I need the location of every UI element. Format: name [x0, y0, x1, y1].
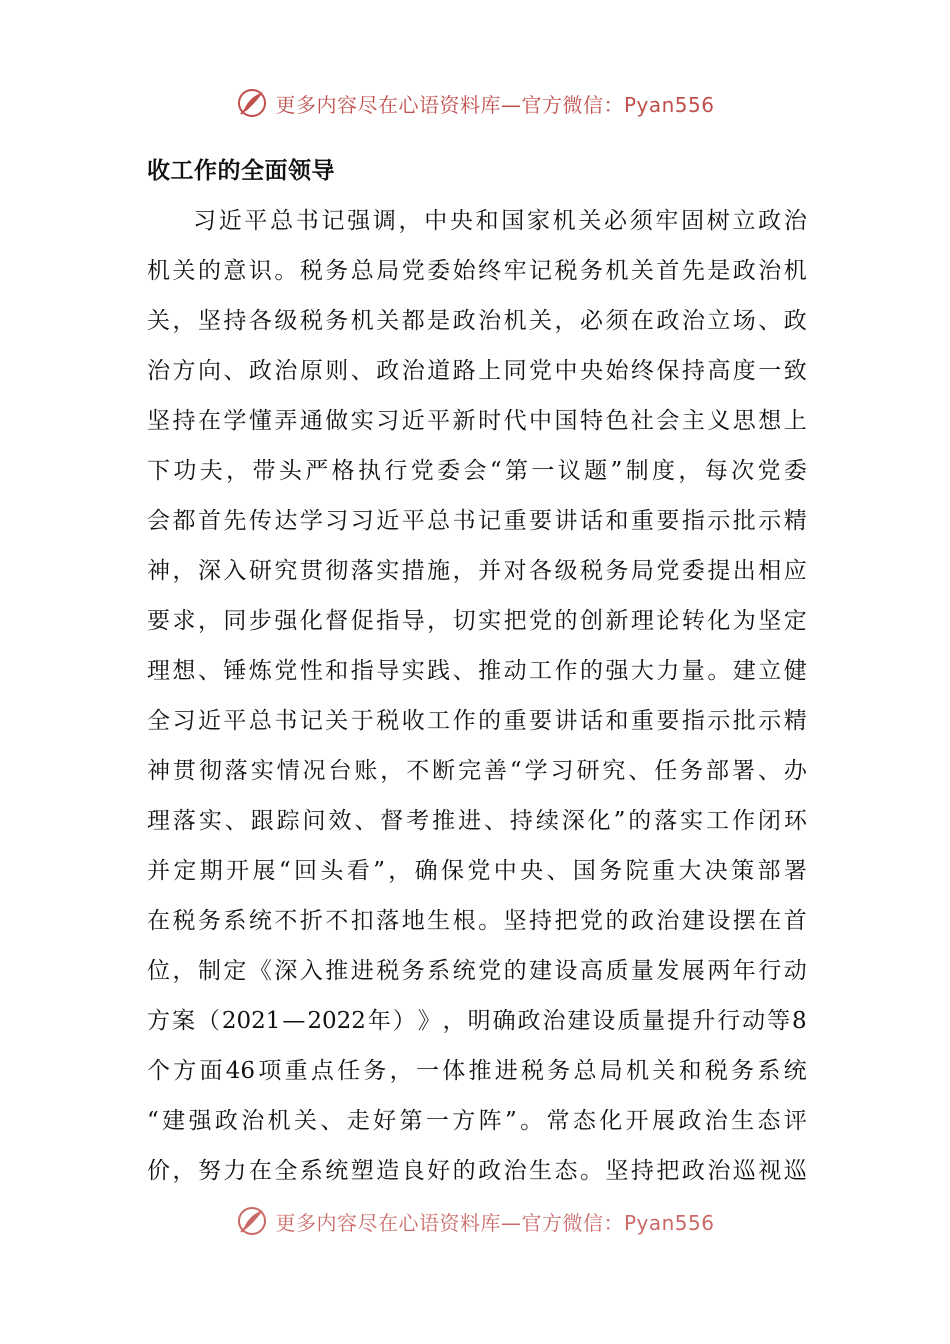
text-line: 神 贯 彻 落 实 情 况 台 账 ， 不 断 完 善 “ 学 习 研 究 、 任 务 部 署 、 办: [147, 758, 807, 784]
text-line: 习 近 平 总 书 记 强 调 ， 中 央 和 国 家 机 关 必 须 牢 固 树 立 政 治: [193, 208, 807, 234]
text-line: 下 功 夫 ， 带 头 严 格 执 行 党 委 会 “ 第 一 议 题 ” 制 度 ， 每 次 党 委: [147, 458, 807, 484]
text-line: “ 建 强 政 治 机 关 、 走 好 第 一 方 阵 ” 。 常 态 化 开 展 政 治 生 态 评: [147, 1108, 807, 1134]
text-line: 治 方 向 、 政 治 原 则 、 政 治 道 路 上 同 党 中 央 始 终 保 持 高 度 一 致: [147, 358, 807, 384]
text-line: 理 想 、 锤 炼 党 性 和 指 导 实 践 、 推 动 工 作 的 强 大 力 量 。 建 立 健: [147, 658, 807, 684]
text-line: 会 都 首 先 传 达 学 习 习 近 平 总 书 记 重 要 讲 话 和 重 要 指 示 批 示 精: [147, 508, 807, 534]
text-line: 个 方 面 46 项 重 点 任 务 ， 一 体 推 进 税 务 总 局 机 关 和 税 务 系 统: [147, 1058, 807, 1084]
body-paragraph: [147, 196, 807, 1196]
watermark-text: 更多内容尽在心语资料库—官方微信：Pyan556: [275, 1210, 715, 1235]
text-line: 神 ， 深 入 研 究 贯 彻 落 实 措 施 ， 并 对 各 级 税 务 局 党 委 提 出 相 应: [147, 558, 807, 584]
footer-watermark: [0, 1204, 950, 1238]
text-line: 理 落 实 、 跟 踪 问 效 、 督 考 推 进 、 持 续 深 化 ” 的 落 实 工 作 闭 环: [147, 808, 807, 834]
text-line: 价 ， 努 力 在 全 系 统 塑 造 良 好 的 政 治 生 态 。 坚 持 把 政 治 巡 视 巡: [147, 1158, 807, 1184]
text-line: 在 税 务 系 统 不 折 不 扣 落 地 生 根 。 坚 持 把 党 的 政 治 建 设 摆 在 首: [147, 908, 807, 934]
text-line: 全 习 近 平 总 书 记 关 于 税 收 工 作 的 重 要 讲 话 和 重 要 指 示 批 示 精: [147, 708, 807, 734]
watermark-text: 更多内容尽在心语资料库—官方微信：Pyan556: [275, 92, 715, 117]
text-line: 并 定 期 开 展 “ 回 头 看 ” ， 确 保 党 中 央 、 国 务 院 重 大 决 策 部 署: [147, 858, 807, 884]
text-line: 方 案 （ 2021 — 2022 年 ） 》 ， 明 确 政 治 建 设 质 量 提 升 行 动 等 8: [147, 1008, 807, 1034]
pen-leaf-logo-icon: [235, 86, 269, 120]
header-watermark: [0, 86, 950, 120]
text-line: 位 ， 制 定 《 深 入 推 进 税 务 系 统 党 的 建 设 高 质 量 发 展 两 年 行 动: [147, 958, 807, 984]
pen-leaf-logo-icon: [235, 1204, 269, 1238]
text-line: 机 关 的 意 识 。 税 务 总 局 党 委 始 终 牢 记 税 务 机 关 首 先 是 政 治 机: [147, 258, 807, 284]
text-line: 坚 持 在 学 懂 弄 通 做 实 习 近 平 新 时 代 中 国 特 色 社 会 主 义 思 想 上: [147, 408, 807, 434]
text-line: 关 ， 坚 持 各 级 税 务 机 关 都 是 政 治 机 关 ， 必 须 在 政 治 立 场 、 政: [147, 308, 807, 334]
text-line: 要 求 ， 同 步 强 化 督 促 指 导 ， 切 实 把 党 的 创 新 理 论 转 化 为 坚 定: [147, 608, 807, 634]
section-heading: 收工作的全面领导: [147, 158, 335, 184]
